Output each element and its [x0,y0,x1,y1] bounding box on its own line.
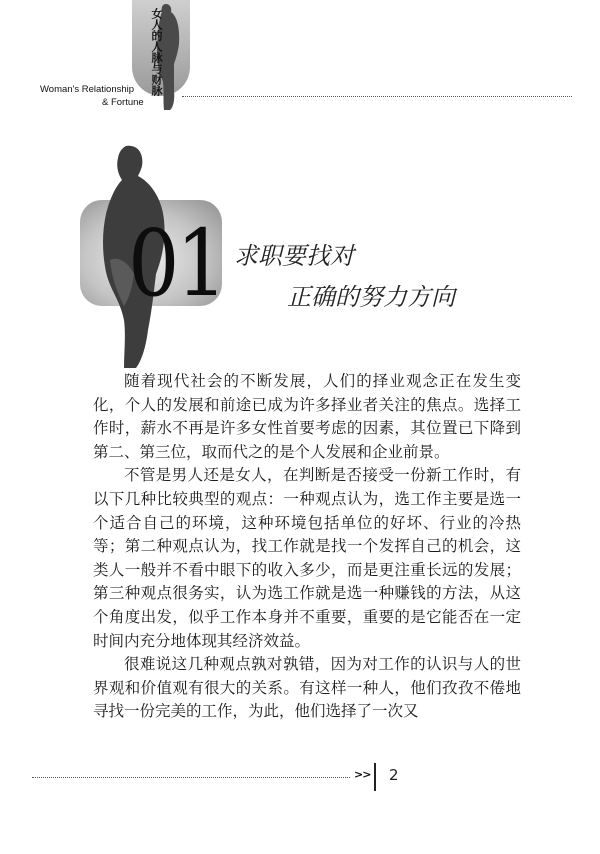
header-vertical-title: 女人的人脉与财脉 [150,8,163,96]
footer-divider [374,763,376,791]
paragraph: 随着现代社会的不断发展，人们的择业观念正在发生变化，个人的发展和前途已成为许多择业者关注的焦点。选择工作时，薪水不再是许多女性首要考虑的因素，其位置已下降到第二、第三位，取而代之的是个人发展和企业前景。 [93,372,521,461]
header-english-line1: Woman's Relationship [40,84,135,95]
header-english-line2: & Fortune [102,97,144,108]
footer-arrow-icon: >> [354,768,371,781]
paragraph: 不管是男人还是女人，在判断是否接受一份新工作时，有以下几种比较典型的观点：一种观点认为，选工作主要是选一个适合自己的环境，这种环境包括单位的好坏、行业的冷热等；第二种观点认为，找工作就是找一个发挥自己的机会，这类人一般并不看中眼下的收入多少，而是更注重长远的发展；第三种观点很务实，认为选工作就是选一种赚钱的方法，从这个角度出发，似乎工作本身并不重要，重要的是它能否在一定时间内充分地体现其经济效益。 [93,466,521,650]
body-text [93,370,521,724]
page-number: 2 [389,766,399,784]
footer-dotted-rule [32,777,350,778]
chapter-title-line1: 求职要找对 [234,242,354,270]
chapter-title-line2: 正确的努力方向 [287,283,455,311]
header-dotted-rule [182,96,572,97]
paragraph: 很难说这几种观点孰对孰错，因为对工作的认识与人的世界观和价值观有很大的关系。有这样一种人，他们孜孜不倦地寻找一份完美的工作，为此，他们选择了一次又 [93,655,521,721]
chapter-number: 01 [128,210,224,317]
